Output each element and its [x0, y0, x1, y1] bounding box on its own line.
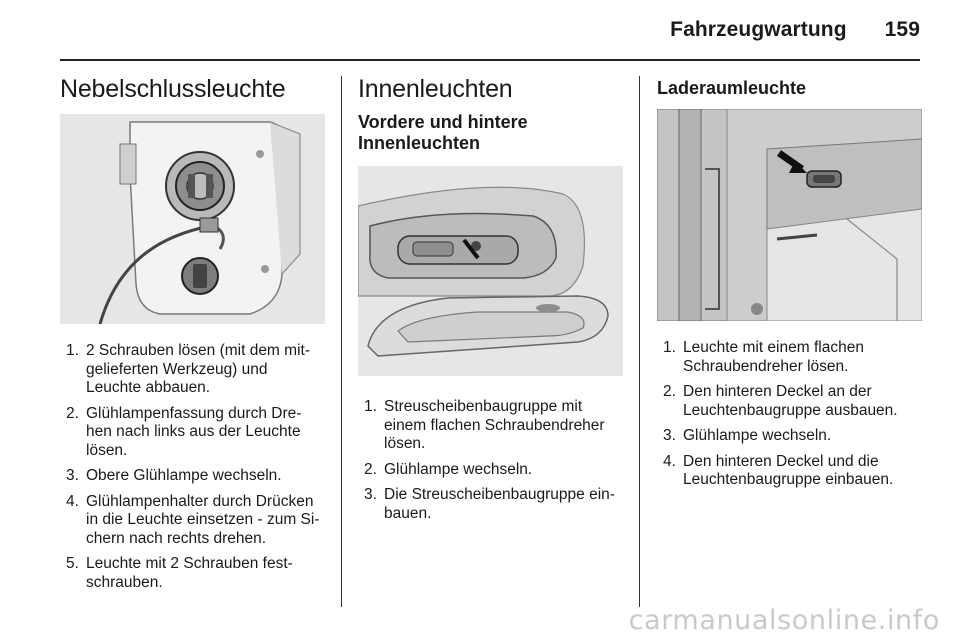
section-title-fog-light: Nebelschlussleuchte — [60, 75, 286, 103]
column-divider-1 — [341, 76, 342, 607]
page-number: 159 — [884, 18, 920, 41]
list-item: 4. Glühlampenhalter durch Drücken in die Leuchte einsetzen - zum Si- chern nach rechts drehen. — [66, 492, 320, 547]
list-item: 5. Leuchte mit 2 Schrauben fest- schrauben. — [66, 555, 293, 591]
fog-light-steps — [60, 342, 325, 592]
column-divider-2 — [639, 76, 640, 607]
chapter-title: Fahrzeugwartung — [670, 18, 847, 41]
list-item: 1. Leuchte mit einem flachen Schraubendreher lösen. — [663, 339, 864, 375]
cargo-light-figure — [657, 109, 922, 321]
interior-light-steps — [358, 398, 623, 523]
list-item: 2. Den hinteren Deckel an der Leuchtenbaugruppe ausbauen. — [663, 383, 898, 419]
cargo-light-steps — [657, 339, 922, 490]
section-title-interior-lights: Innenleuchten — [358, 75, 513, 103]
list-item: 3. Die Streuscheibenbaugruppe ein- bauen. — [364, 486, 615, 522]
list-item: 2. Glühlampe wechseln. — [364, 460, 533, 478]
list-item: 3. Glühlampe wechseln. — [663, 427, 832, 444]
interior-light-figure — [358, 166, 623, 376]
header-rule — [60, 59, 920, 61]
column-interior-lights — [358, 74, 623, 530]
list-item: 2. Glühlampenfassung durch Dre- hen nach links aus der Leuchte lösen. — [66, 404, 302, 459]
page-header — [670, 18, 920, 42]
list-item: 1. 2 Schrauben lösen (mit dem mit- gelieferten Werkzeug) und Leuchte abbauen. — [66, 342, 310, 396]
list-item: 4. Den hinteren Deckel und die Leuchtenbaugruppe einbauen. — [663, 452, 894, 488]
column-fog-light — [60, 74, 325, 599]
subsection-cargo-light: Laderaumleuchte — [657, 78, 807, 98]
column-cargo-light — [657, 74, 922, 497]
list-item: 1. Streuscheibenbaugruppe mit einem flachen Schraubendreher lösen. — [364, 398, 605, 452]
fog-light-figure — [60, 114, 325, 324]
watermark: carmanualsonline.info — [628, 605, 940, 636]
list-item: 3. Obere Glühlampe wechseln. — [66, 467, 282, 484]
subsection-front-rear-interior-lights: Vordere und hintere Innenleuchten — [358, 112, 528, 153]
